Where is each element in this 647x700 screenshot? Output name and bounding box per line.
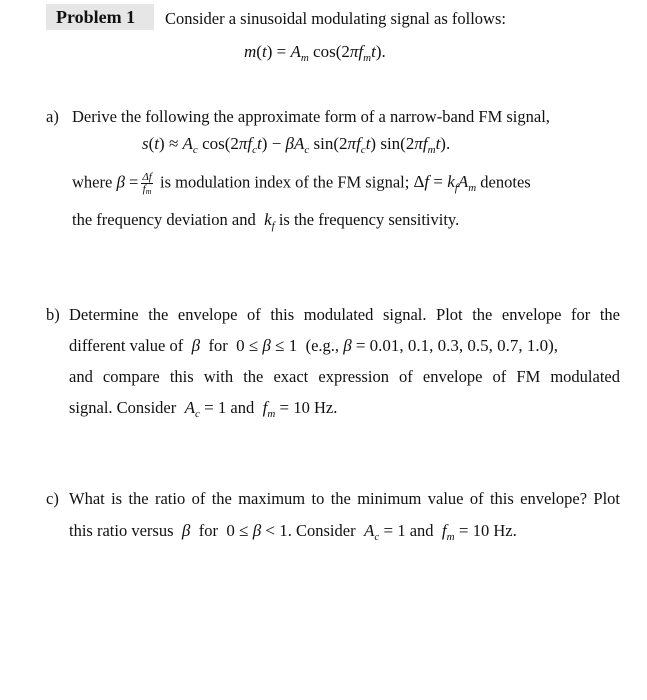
problem-label: Problem 1	[56, 7, 136, 27]
where-prefix: where	[72, 172, 113, 192]
part-b-line2-c: (e.g.,	[305, 336, 340, 355]
part-a-line1: Derive the following the approximate form of a narrow-band FM signal,	[72, 107, 550, 126]
part-c-line2-c: . Consider	[287, 521, 356, 540]
fm-value-c: 10	[472, 521, 490, 540]
where-suffix: denotes	[480, 172, 531, 192]
part-b-line4: signal. Consider $A_c = 1$ and $f_m = 10$ Hz.	[69, 398, 338, 420]
freq-deviation-expr: $\Delta f = k_fA_m$	[413, 172, 477, 195]
part-b-line2-b: for	[208, 336, 228, 355]
part-b-line2-a: different value of	[69, 336, 184, 355]
part-b-line3: and compare this with the exact expression of envelope of FM modulated	[69, 367, 620, 386]
ac-value-c: 1	[397, 521, 406, 540]
part-c-line2-d: and	[409, 521, 434, 540]
part-a-line3-end: is the frequency sensitivity.	[278, 210, 460, 229]
part-a-line3-text: the frequency deviation and	[72, 210, 256, 229]
part-c-line2-b: for	[198, 521, 218, 540]
part-a-marker: a)	[46, 107, 59, 126]
part-b-line2: different value of β for 0 ≤ β ≤ 1 (e.g., β = 0.01, 0.1, 0.3, 0.5, 0.7, 1.0),	[69, 336, 559, 355]
part-b-marker: b)	[46, 305, 60, 324]
part-c-marker: c)	[46, 489, 59, 508]
narrowband-fm-equation: $s(t) \approx A_c$ $\cos(2\pi f_ct) - \beta A_c$ $\sin(2\pi f_ct)$ $\sin(2\pi f_mt)$.	[142, 134, 451, 156]
beta-fraction: $\frac{\Delta f}{f_m}$	[142, 171, 152, 196]
part-b-line4-c: Hz.	[313, 398, 338, 417]
kf-symbol: $k_f$	[259, 210, 275, 232]
part-c-line2-e: Hz.	[493, 521, 517, 540]
part-c-line2-a: this ratio versus	[69, 521, 174, 540]
part-b-line1: Determine the envelope of this modulated signal. Plot the envelope for the	[69, 305, 620, 324]
ac-value: 1	[218, 398, 227, 417]
beta-symbol: β	[116, 172, 125, 192]
where-mid: is modulation index of the FM signal;	[159, 172, 410, 192]
fm-value: 10	[293, 398, 310, 417]
part-a-where-line: where β = $\frac{\Delta f}{f_m}$ is modulation index of the FM signal; $\Delta f = k_fA_m$ denotes	[72, 171, 531, 196]
part-c-line2: this ratio versus β for 0 ≤ β < 1. Consider $A_c = 1$ and $f_m = 10$ Hz.	[69, 521, 517, 543]
beta-values-list: 0.01, 0.1, 0.3, 0.5, 0.7, 1.0),	[369, 336, 559, 355]
part-b-line4-a: signal. Consider	[69, 398, 177, 417]
problem-intro: Consider a sinusoidal modulating signal as follows:	[165, 9, 506, 28]
part-a-line3	[72, 210, 459, 230]
modulating-signal-equation: $m(t) = A_m$ $\cos(2\pi f_mt)$.	[244, 42, 386, 64]
part-b-line4-b: and	[230, 398, 255, 417]
part-c-line1: What is the ratio of the maximum to the minimum value of this envelope? Plot	[69, 489, 620, 508]
